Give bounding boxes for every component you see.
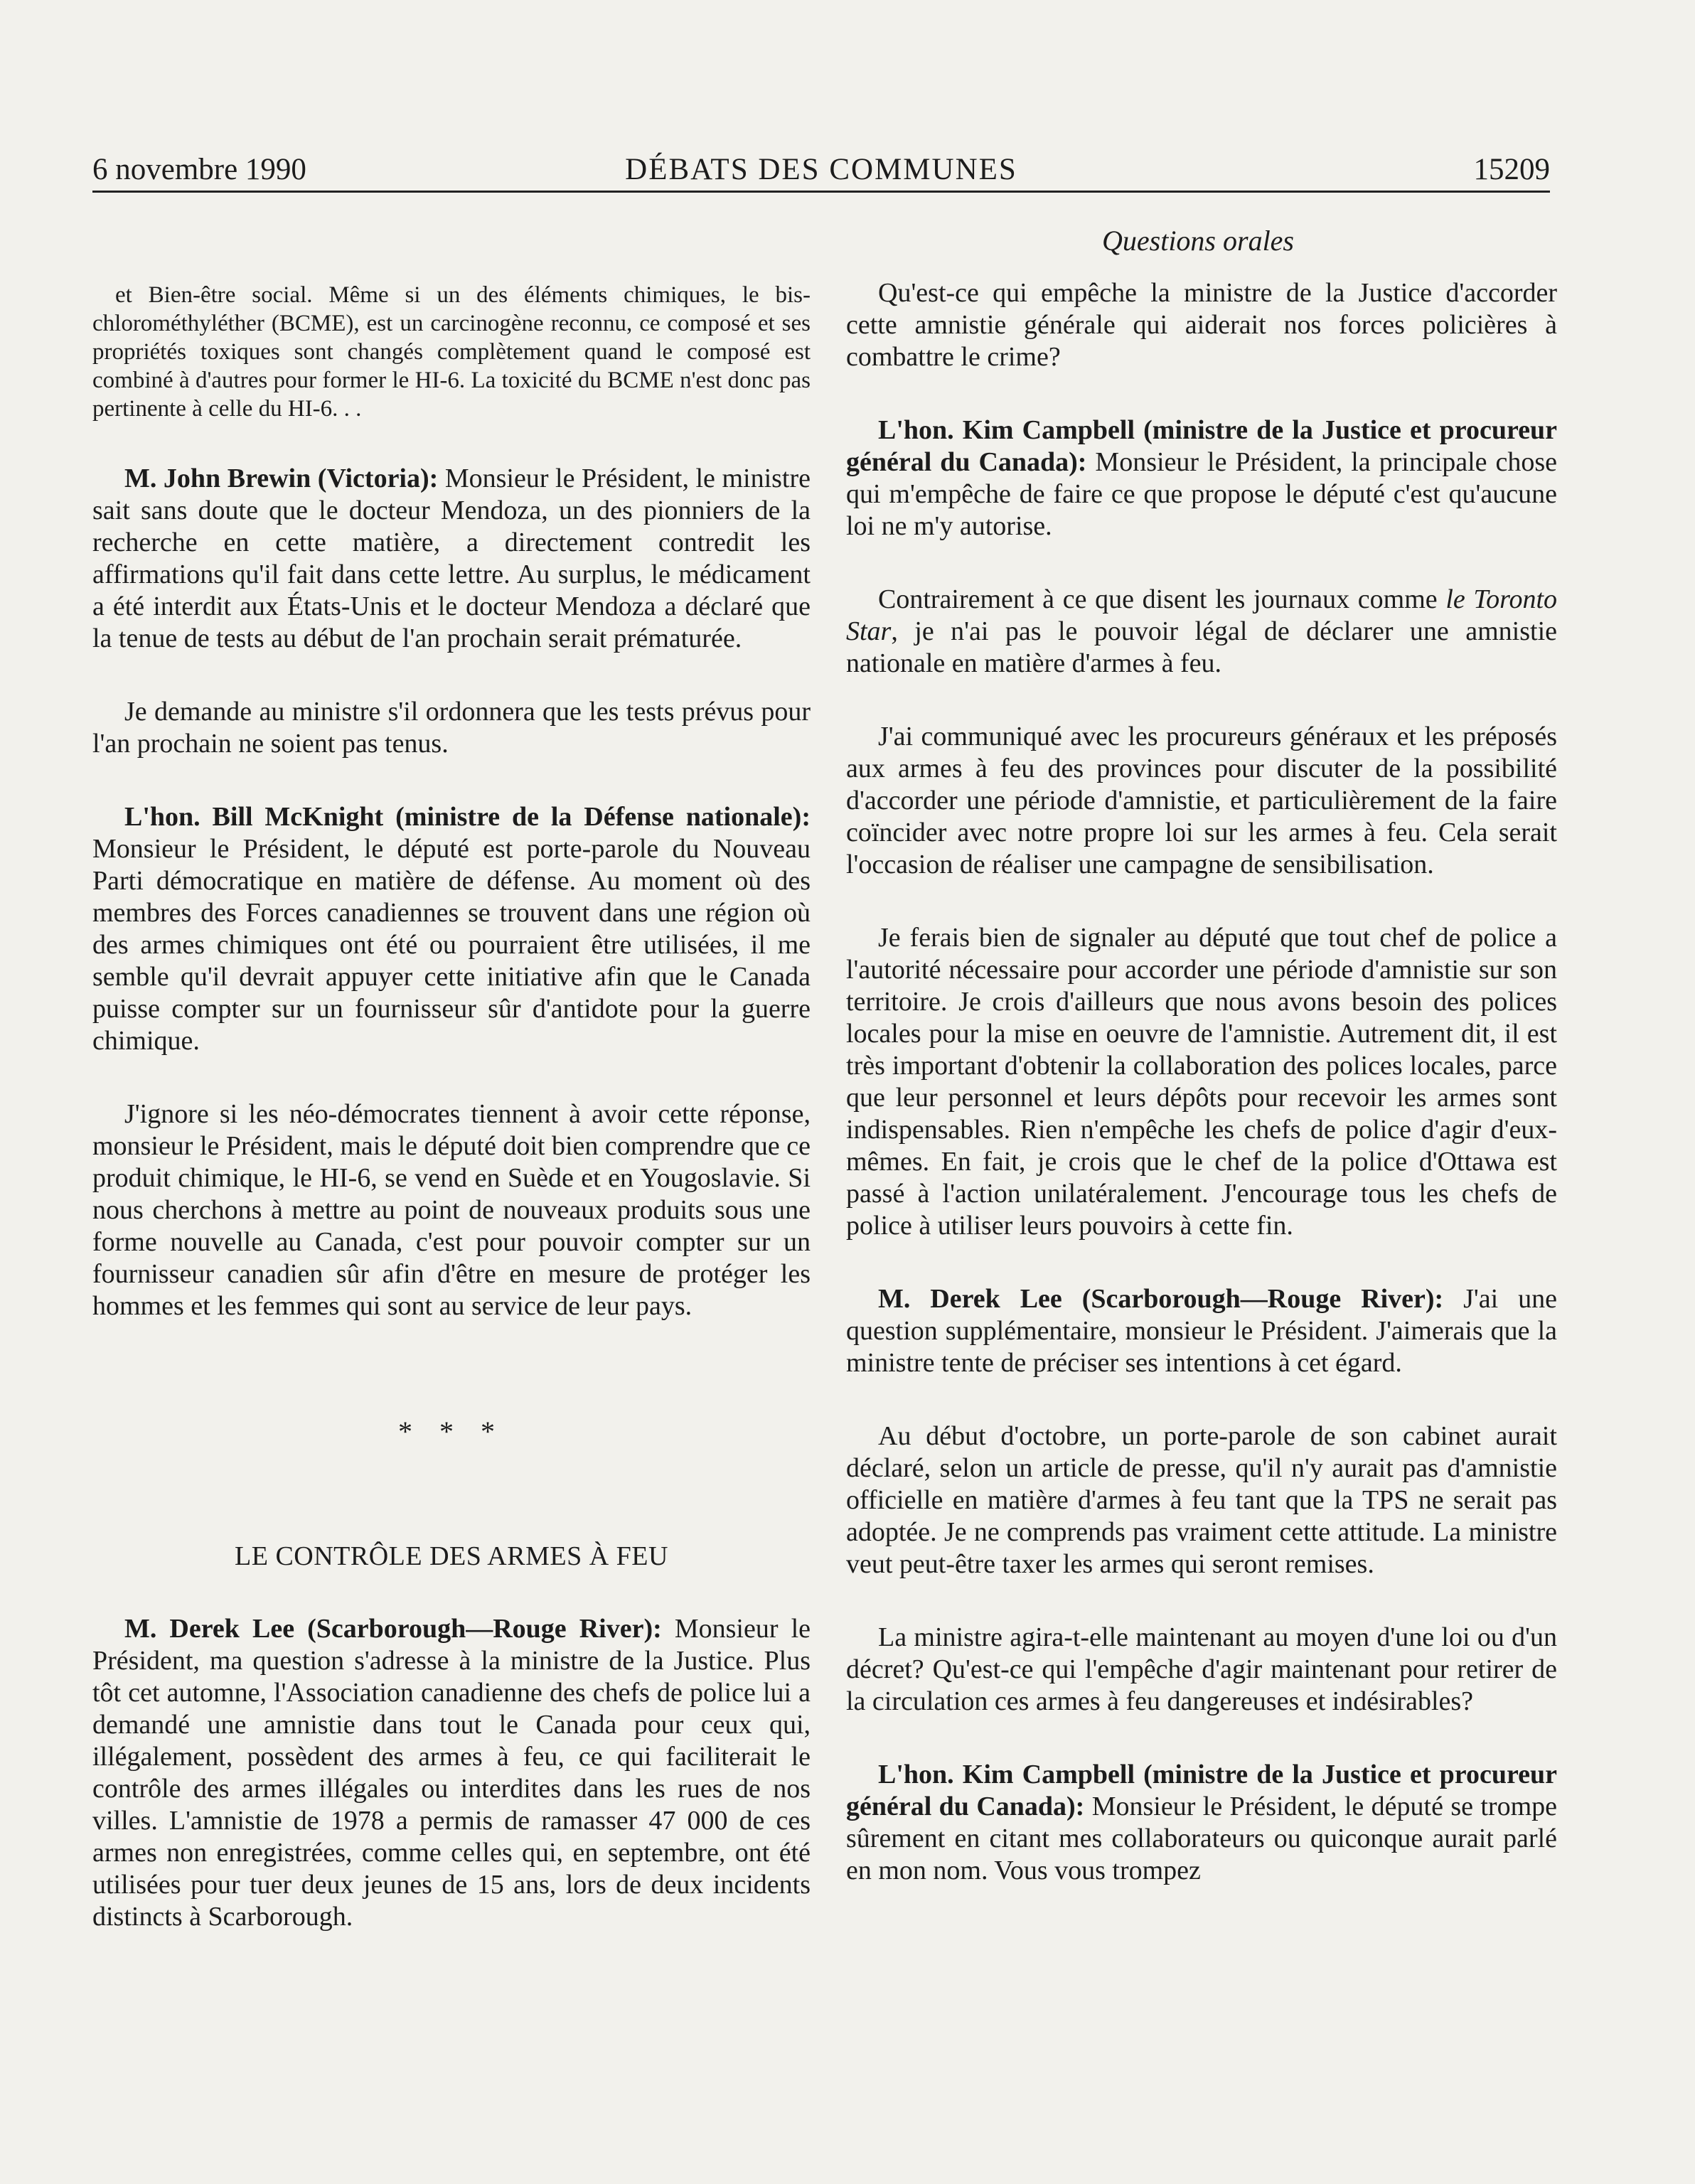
paragraph: Qu'est-ce qui empêche la ministre de la Justice d'accorder cette amnistie générale qui aiderait nos forces policières à combattre le crime? — [846, 278, 1557, 372]
speech-text: Monsieur le Président, le député se trompe sûrement en citant mes collaborateurs ou quiconque aurait parlé en mon nom. Vous vous trompez — [846, 1792, 1557, 1885]
speech-text: Monsieur le Président, la principale chose qui m'empêche de faire ce que propose le député c'est qu'aucune loi ne m'y autorise. — [846, 447, 1558, 541]
paragraph: Je demande au ministre s'il ordonnera que les tests prévus pour l'an prochain ne soient pas tenus. — [92, 697, 811, 759]
speech-text: Monsieur le Président, le député est porte-parole du Nouveau Parti démocratique en matière de défense. Au moment où des membres des Forces canadiennes se trouvent dans une région où des armes chimiques ont été ou pourraient être utilisées, il me semble qu'il devrait appuyer cette initiative afin que le Canada puisse compter sur un fournisseur sûr d'antidote pour la guerre chimique. — [92, 834, 811, 1056]
speech-text: Monsieur le Président, ma question s'adresse à la ministre de la Justice. Plus tôt cet automne, l'Association canadienne des chefs de police lui a demandé une amnistie dans tout le Canada pour ceux qui, illégalement, possèdent des armes à feu, ce qui faciliterait le contrôle des armes illégales ou interdites dans les rues de nos villes. L'amnistie de 1978 a permis de ramasser 47 000 de ces armes non enregistrées, comme celles qui, en septembre, ont été utilisées pour tuer deux jeunes de 15 ans, lors de deux incidents distincts à Scarborough. — [92, 1614, 811, 1932]
paragraph — [92, 801, 811, 1057]
speech-text: Contrairement à ce que disent les journaux comme — [878, 584, 1446, 614]
speaker-name: M. Derek Lee (Scarborough—Rouge River): — [878, 1284, 1444, 1314]
speaker-name: L'hon. Kim Campbell (ministre de la Justice et procureur général du Canada): — [846, 1760, 1557, 1821]
speaker-name: L'hon. Bill McKnight (ministre de la Défense nationale): — [124, 802, 811, 832]
speaker-name: L'hon. Kim Campbell (ministre de la Justice et procureur général du Canada): — [846, 415, 1557, 477]
section-label: Questions orales — [1102, 225, 1294, 257]
page-header — [92, 148, 1550, 193]
section-separator: * * * — [398, 1415, 505, 1447]
page-number: 15209 — [1473, 153, 1550, 186]
paragraph: J'ignore si les néo-démocrates tiennent à avoir cette réponse, monsieur le Président, mais le député doit bien comprendre que ce produit chimique, le HI-6, se vend en Suède et en Yougoslavie. Si nous cherchons à mettre au point de nouveaux produits sous une forme nouvelle au Canada, c'est pour pouvoir compter sur un fournisseur canadien sûr afin d'être en mesure de protéger les hommes et les femmes qui sont au service de leur pays. — [92, 1099, 811, 1321]
newspaper-title: le Toronto Star — [846, 584, 1557, 646]
paragraph: La ministre agira-t-elle maintenant au moyen d'une loi ou d'un décret? Qu'est-ce qui l'empêche d'agir maintenant pour retirer de la circulation ces armes à feu dangereuses et indésirables? — [846, 1622, 1557, 1716]
paragraph — [846, 1759, 1557, 1887]
paragraph — [92, 1613, 811, 1933]
paragraph: et Bien-être social. Même si un des éléments chimiques, le bis-chlorométhyléther (BCME), est un carcinogène reconnu, ce composé et ses propriétés toxiques sont changés complètement quand le composé est combiné à d'autres pour former le HI-6. La toxicité du BCME n'est donc pas pertinente à celle du HI-6. . . — [92, 282, 811, 422]
right-column — [846, 277, 1557, 1928]
speech-text: Monsieur le Président, le ministre sait sans doute que le docteur Mendoza, un des pionniers de la recherche en cette matière, a directement contredit les affirmations qu'il fait dans cette lettre. Au surplus, le médicament a été interdit aux États-Unis et le docteur Mendoza a déclaré que la tenue de tests au début de l'an prochain serait prématurée. — [92, 464, 811, 653]
header-title: DÉBATS DES COMMUNES — [625, 153, 1017, 186]
paragraph — [92, 463, 811, 655]
paragraph — [846, 1283, 1557, 1379]
paragraph — [846, 584, 1557, 680]
paragraph: Je ferais bien de signaler au député que tout chef de police a l'autorité nécessaire pour accorder une période d'amnistie sur son territoire. Je crois d'ailleurs que nous avons besoin des polices locales pour la mise en oeuvre de l'amnistie. Autrement dit, il est très important d'obtenir la collaboration des polices locales, parce que leur personnel et leurs dépôts pour recevoir les armes sont indispensables. Rien n'empêche les chefs de police d'agir d'eux-mêmes. En fait, je crois que le chef de la police d'Ottawa est passé à l'action unilatéralement. J'encourage tous les chefs de police à utiliser leurs pouvoirs à cette fin. — [846, 923, 1557, 1241]
paragraph — [846, 414, 1557, 542]
header-date: 6 novembre 1990 — [92, 153, 306, 186]
section-heading: LE CONTRÔLE DES ARMES À FEU — [235, 1541, 668, 1571]
speech-text: , je n'ai pas le pouvoir légal de déclarer une amnistie nationale en matière d'armes à feu. — [846, 616, 1557, 678]
speaker-name: M. Derek Lee (Scarborough—Rouge River): — [124, 1614, 662, 1644]
speech-text: J'ai une question supplémentaire, monsieur le Président. J'aimerais que la ministre tente de préciser ses intentions à cet égard. — [846, 1284, 1557, 1378]
left-column — [92, 281, 811, 1974]
speaker-name: M. John Brewin (Victoria): — [124, 464, 439, 493]
paragraph: Au début d'octobre, un porte-parole de son cabinet aurait déclaré, selon un article de presse, qu'il n'y aurait pas d'amnistie officielle en matière d'armes à feu tant que la TPS ne serait pas adoptée. Je ne comprends pas vraiment cette attitude. La ministre veut peut-être taxer les armes qui seront remises. — [846, 1421, 1557, 1579]
paragraph: J'ai communiqué avec les procureurs généraux et les préposés aux armes à feu des provinces pour discuter de la possibilité d'accorder une période d'amnistie, et particulièrement de la faire coïncider avec notre propre loi sur les armes à feu. Cela serait l'occasion de réaliser une campagne de sensibilisation. — [846, 722, 1557, 879]
